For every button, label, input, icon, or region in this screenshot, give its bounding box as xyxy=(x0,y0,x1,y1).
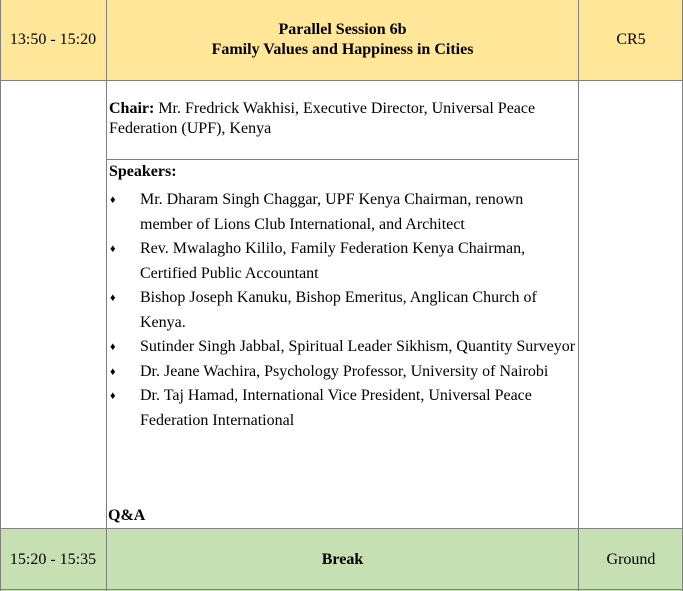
grid-line xyxy=(0,80,683,81)
chair-label: Chair: xyxy=(109,100,155,117)
speaker-item: ♦ Sutinder Singh Jabbal, Spiritual Leader Sikhism, Quantity Surveyor xyxy=(109,335,578,360)
bullet-icon: ♦ xyxy=(110,390,116,402)
break-room: Ground xyxy=(606,551,656,568)
break-time-cell xyxy=(0,529,106,591)
grid-line xyxy=(0,589,683,590)
session-title-cell xyxy=(107,0,578,80)
grid-line xyxy=(578,0,579,591)
bullet-icon: ♦ xyxy=(110,365,116,378)
grid-line xyxy=(0,0,1,591)
speaker-item: ♦ Dr. Jeane Wachira, Psychology Professor, University of Nairobi xyxy=(109,360,578,385)
chair-block xyxy=(107,81,578,159)
session-room-cell xyxy=(579,0,683,80)
bullet-icon: ♦ xyxy=(110,292,116,304)
speakers-list xyxy=(109,188,578,433)
speakers-block xyxy=(107,160,578,500)
speaker-item: ♦ Dr. Taj Hamad, International Vice President, Universal Peace Federation International xyxy=(109,384,578,433)
session-time-cell xyxy=(0,0,106,80)
grid-line xyxy=(107,159,578,160)
speaker-item: ♦ Mr. Dharam Singh Chaggar, UPF Kenya Chairman, renown member of Lions Club International, and Architect xyxy=(109,188,578,237)
bullet-icon: ♦ xyxy=(110,243,116,255)
speaker-item: ♦ Bishop Joseph Kanuku, Bishop Emeritus, Anglican Church of Kenya. xyxy=(109,286,578,335)
chair-text: Mr. Fredrick Wakhisi, Executive Director, Universal Peace Federation (UPF), Kenya xyxy=(109,100,536,137)
session-time: 13:50 - 15:20 xyxy=(9,31,97,48)
break-title: Break xyxy=(321,551,364,568)
speaker-item: ♦ Rev. Mwalagho Kililo, Family Federation Kenya Chairman, Certified Public Accountant xyxy=(109,237,578,286)
break-room-cell xyxy=(579,529,683,591)
grid-line xyxy=(106,0,107,591)
qa-label: Q&A xyxy=(108,507,146,524)
break-title-cell xyxy=(107,529,578,591)
bullet-icon: ♦ xyxy=(110,341,116,353)
session-title-line1: Parallel Session 6b xyxy=(278,21,407,38)
session-room: CR5 xyxy=(616,31,646,48)
session-title-line2: Family Values and Happiness in Cities xyxy=(211,41,474,58)
speakers-heading: Speakers: xyxy=(109,163,177,180)
break-time: 15:20 - 15:35 xyxy=(9,551,97,568)
grid-line xyxy=(0,528,683,529)
bullet-icon: ♦ xyxy=(110,194,116,206)
